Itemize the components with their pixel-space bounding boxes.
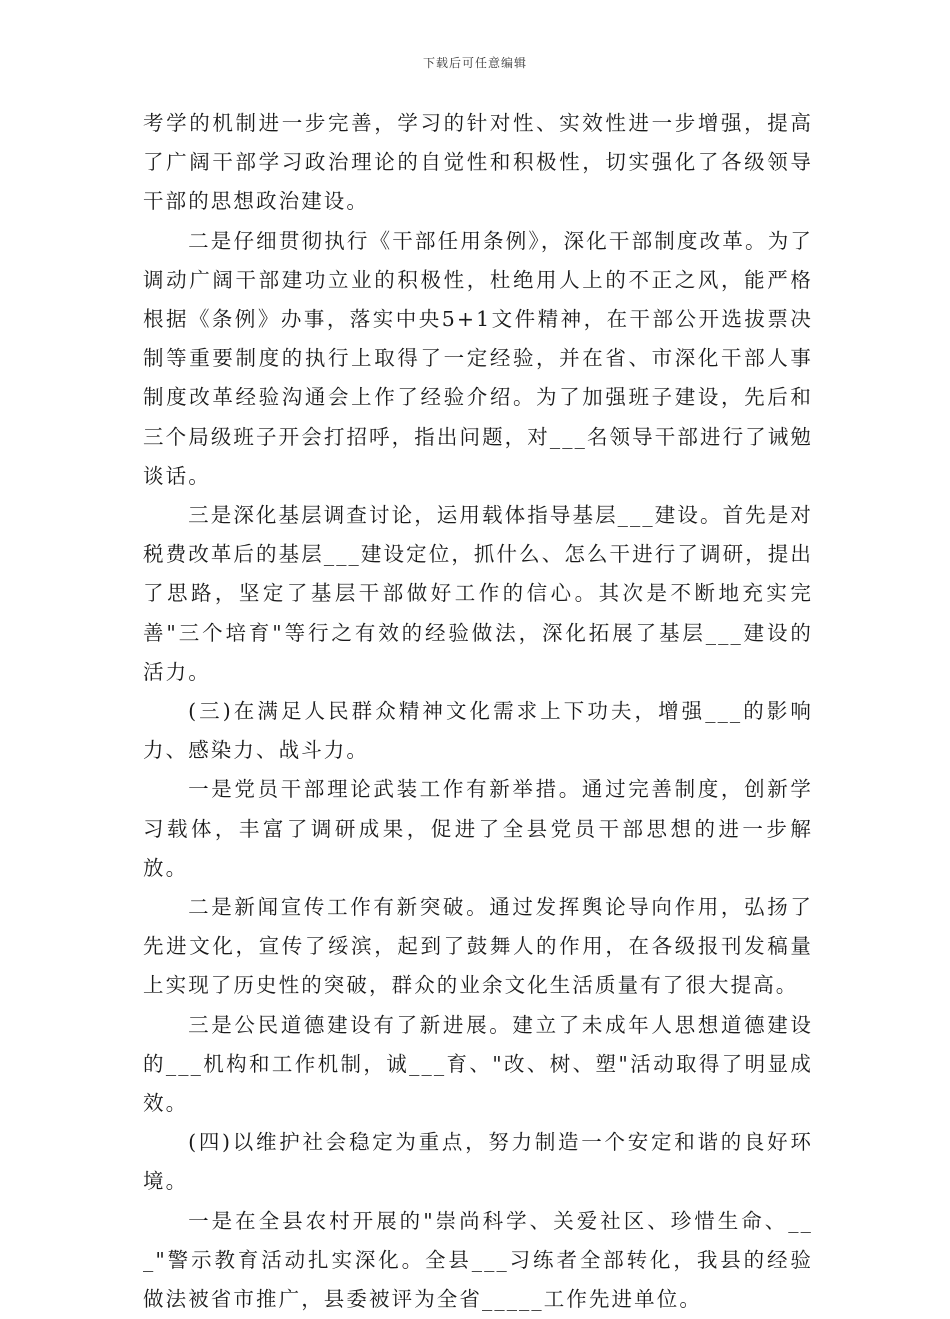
paragraph-6: 二是新闻宣传工作有新突破。通过发挥舆论导向作用，弘扬了先进文化，宣传了绥滨，起到了鼓舞人的作用，在各级报刊发稿量上实现了历史性的突破，群众的业余文化生活质量有了很大提高。 xyxy=(143,895,813,998)
section-heading-4: (四)以维护社会稳定为重点，努力制造一个安定和谐的良好环境。 xyxy=(143,1130,813,1194)
page-header: 下载后可任意编辑 xyxy=(422,56,527,70)
paragraph-1: 考学的机制进一步完善，学习的针对性、实效性进一步增强，提高了广阔干部学习政治理论的自觉性和积极性，切实强化了各级领导干部的思想政治建设。 xyxy=(143,111,813,214)
paragraph-2: 二是仔细贯彻执行《干部任用条例》，深化干部制度改革。为了调动广阔干部建功立业的积极性，杜绝用人上的不正之风，能严格根据《条例》办事，落实中央5+1文件精神，在干部公开选拔票决制等重要制度的执行上取得了一定经验，并在省、市深化干部人事制度改革经验沟通会上作了经验介绍。为了加强班子建设，先后和三个局级班子开会打招呼，指出问题，对___名领导干部进行了诫勉谈话。 xyxy=(143,228,813,488)
paragraph-5: 一是党员干部理论武装工作有新举措。通过完善制度，创新学习载体，丰富了调研成果，促进了全县党员干部思想的进一步解放。 xyxy=(143,777,813,880)
paragraph-9: 一是在全县农村开展的"崇尚科学、关爱社区、珍惜生命、___"警示教育活动扎实深化。全县___习练者全部转化，我县的经验做法被省市推广，县委被评为全省_____工作先进单位。 xyxy=(143,1208,813,1312)
document-body xyxy=(143,104,813,1319)
paragraph-3: 三是深化基层调查讨论，运用载体指导基层___建设。首先是对税费改革后的基层___建设定位，抓什么、怎么干进行了调研，提出了思路，坚定了基层干部做好工作的信心。其次是不断地充实完善"三个培育"等行之有效的经验做法，深化拓展了基层___建设的活力。 xyxy=(143,503,813,684)
section-heading-3: (三)在满足人民群众精神文化需求上下功夫，增强___的影响力、感染力、战斗力。 xyxy=(143,699,813,763)
paragraph-7: 三是公民道德建设有了新进展。建立了未成年人思想道德建设的___机构和工作机制，诚___育、"改、树、塑"活动取得了明显成效。 xyxy=(143,1012,813,1116)
